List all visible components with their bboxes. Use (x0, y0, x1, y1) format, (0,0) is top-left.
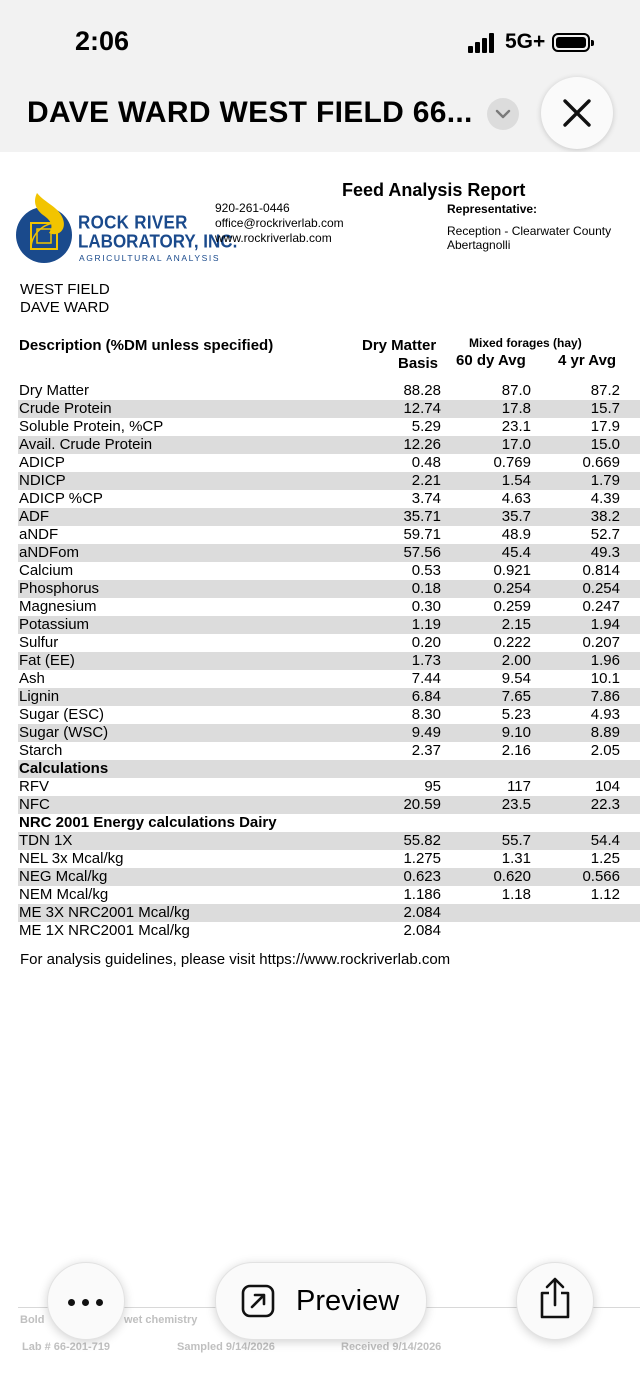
lab-phone: 920-261-0446 (215, 201, 290, 215)
avg-4yr-value: 1.12 (590, 886, 620, 903)
table-row (18, 868, 640, 886)
row-label: Starch (19, 742, 63, 759)
dm-value: 35.71 (403, 508, 441, 525)
avg-60dy-value: 2.16 (501, 742, 531, 759)
status-time: 2:06 (75, 26, 130, 56)
avg-4yr-value: 52.7 (590, 526, 620, 543)
avg-60dy-value: 17.8 (501, 400, 531, 417)
avg-60dy-value: 2.15 (501, 616, 531, 633)
table-row (18, 634, 640, 652)
row-label: Lignin (19, 688, 60, 705)
dm-value: 5.29 (411, 418, 441, 435)
dm-value: 55.82 (403, 832, 441, 849)
sample-location (20, 281, 110, 317)
representative-line2: Abertagnolli (447, 238, 511, 252)
dm-value: 2.084 (403, 904, 441, 921)
avg-4yr-value: 0.814 (582, 562, 620, 579)
row-label: Fat (EE) (19, 652, 75, 669)
avg-4yr-value: 104 (594, 778, 620, 795)
table-row (18, 436, 640, 454)
table-row (18, 724, 640, 742)
lab-website[interactable]: www.rockriverlab.com (215, 231, 332, 245)
avg-4yr-value: 0.247 (582, 598, 620, 615)
avg-60dy-value: 1.18 (501, 886, 531, 903)
avg-4yr-value: 0.254 (582, 580, 620, 597)
dm-value: 0.18 (411, 580, 441, 597)
preview-label: Preview (296, 1285, 400, 1317)
row-label: aNDFom (19, 544, 80, 561)
row-label: ADF (19, 508, 49, 525)
row-label: ADICP (19, 454, 65, 471)
avg-4yr-value: 0.207 (582, 634, 620, 651)
row-label: Dry Matter (19, 382, 90, 399)
dm-value: 88.28 (403, 382, 441, 399)
avg-4yr-value: 1.25 (590, 850, 620, 867)
dm-value: 0.20 (411, 634, 441, 651)
row-label: aNDF (19, 526, 59, 543)
dm-value: 12.26 (403, 436, 441, 453)
share-button[interactable] (516, 1262, 594, 1340)
dm-value: 12.74 (403, 400, 441, 417)
avg-60dy-value: 17.0 (501, 436, 531, 453)
col-header-description: Description (%DM unless specified) (19, 337, 274, 354)
table-row (18, 850, 640, 868)
avg-4yr-value: 49.3 (590, 544, 620, 561)
network-label: 5G+ (505, 30, 546, 53)
row-label: TDN 1X (19, 832, 73, 849)
row-label: Avail. Crude Protein (19, 436, 153, 453)
close-icon (561, 97, 593, 129)
open-external-icon (240, 1283, 276, 1319)
table-row (18, 382, 640, 400)
avg-4yr-value: 2.05 (590, 742, 620, 759)
row-label: ME 1X NRC2001 Mcal/kg (19, 922, 190, 939)
table-row (18, 670, 640, 688)
dm-value: 9.49 (411, 724, 441, 741)
avg-60dy-value: 45.4 (501, 544, 531, 561)
ghost-received: Received 9/14/2026 (341, 1341, 442, 1353)
col-header-group: Mixed forages (hay) (469, 336, 582, 350)
dm-value: 2.37 (411, 742, 441, 759)
row-label: ADICP %CP (19, 490, 103, 507)
dm-value: 2.084 (403, 922, 441, 939)
table-row (18, 904, 640, 922)
table-row (18, 598, 640, 616)
row-label: Sulfur (19, 634, 59, 651)
row-label: Potassium (19, 616, 90, 633)
avg-4yr-value: 22.3 (590, 796, 620, 813)
logo-emblem-icon (15, 193, 75, 268)
avg-4yr-value: 15.7 (590, 400, 620, 417)
title-menu-button[interactable] (487, 98, 519, 130)
table-row (18, 400, 640, 418)
avg-60dy-value: 7.65 (501, 688, 531, 705)
avg-4yr-value: 54.4 (590, 832, 620, 849)
row-label: Magnesium (19, 598, 97, 615)
col-header-dm-line2: Basis (398, 355, 439, 372)
table-row (18, 688, 640, 706)
dm-value: 57.56 (403, 544, 441, 561)
dm-value: 59.71 (403, 526, 441, 543)
dm-value: 6.84 (411, 688, 441, 705)
row-label: Sugar (WSC) (19, 724, 109, 741)
lab-email[interactable]: office@rockriverlab.com (215, 216, 344, 230)
avg-4yr-value: 8.89 (590, 724, 620, 741)
analysis-table (18, 382, 640, 940)
dm-value: 0.30 (411, 598, 441, 615)
preview-button[interactable] (215, 1262, 427, 1340)
row-label: NEM Mcal/kg (19, 886, 109, 903)
table-row (18, 778, 640, 796)
table-row (18, 742, 640, 760)
avg-4yr-value: 4.39 (590, 490, 620, 507)
battery-icon (552, 33, 590, 52)
table-row (18, 508, 640, 526)
col-header-4yr: 4 yr Avg (558, 352, 617, 369)
lab-name-line1: ROCK RIVER (78, 212, 188, 233)
avg-4yr-value: 15.0 (590, 436, 620, 453)
col-header-dm-line1: Dry Matter (362, 337, 437, 354)
dm-value: 3.74 (411, 490, 441, 507)
row-label: NEL 3x Mcal/kg (19, 850, 124, 867)
dm-value: 1.275 (403, 850, 441, 867)
table-row (18, 580, 640, 598)
table-row (18, 562, 640, 580)
dm-value: 0.53 (411, 562, 441, 579)
report-title: Feed Analysis Report (342, 180, 526, 200)
table-row (18, 706, 640, 724)
avg-4yr-value: 10.1 (590, 670, 620, 687)
avg-60dy-value: 2.00 (501, 652, 531, 669)
dm-value: 0.623 (403, 868, 441, 885)
avg-60dy-value: 0.921 (493, 562, 531, 579)
dm-value: 0.48 (411, 454, 441, 471)
dm-value: 2.21 (411, 472, 441, 489)
table-row (18, 526, 640, 544)
avg-4yr-value: 1.94 (590, 616, 620, 633)
avg-60dy-value: 55.7 (501, 832, 531, 849)
row-label: NEG Mcal/kg (19, 868, 108, 885)
table-row (18, 886, 640, 904)
dm-value: 20.59 (403, 796, 441, 813)
row-label: Calculations (19, 760, 109, 777)
avg-60dy-value: 23.5 (501, 796, 531, 813)
row-label: NDICP (19, 472, 66, 489)
dm-value: 7.44 (411, 670, 441, 687)
dm-value: 1.186 (403, 886, 441, 903)
ghost-lab-number: Lab # 66-201-719 (22, 1341, 111, 1353)
avg-60dy-value: 0.259 (493, 598, 531, 615)
row-label: NRC 2001 Energy calculations Dairy (19, 814, 277, 831)
avg-60dy-value: 35.7 (501, 508, 531, 525)
close-button[interactable] (541, 77, 613, 149)
table-section-header (18, 814, 640, 832)
table-row (18, 418, 640, 436)
signal-icon (468, 33, 500, 53)
avg-60dy-value: 117 (507, 778, 531, 795)
table-row (18, 832, 640, 850)
avg-60dy-value: 4.63 (501, 490, 531, 507)
document-title[interactable]: DAVE WARD WEST FIELD 66... (27, 96, 473, 129)
avg-60dy-value: 9.10 (501, 724, 531, 741)
footer-note: For analysis guidelines, please visit https://www.rockriverlab.com (20, 951, 451, 968)
status-bar (0, 0, 640, 80)
representative-label: Representative: (447, 202, 538, 216)
row-label: ME 3X NRC2001 Mcal/kg (19, 904, 190, 921)
avg-4yr-value: 17.9 (590, 418, 620, 435)
avg-4yr-value: 87.2 (590, 382, 620, 399)
share-icon (537, 1277, 573, 1321)
location-line1: WEST FIELD (20, 281, 110, 298)
col-header-60dy: 60 dy Avg (456, 352, 526, 369)
avg-60dy-value: 5.23 (501, 706, 531, 723)
location-line2: DAVE WARD (20, 299, 110, 316)
row-label: Ash (19, 670, 45, 687)
avg-60dy-value: 48.9 (501, 526, 531, 543)
row-label: RFV (19, 778, 49, 795)
row-label: Crude Protein (19, 400, 112, 417)
avg-4yr-value: 1.79 (590, 472, 620, 489)
ghost-sampled: Sampled 9/14/2026 (177, 1341, 275, 1353)
table-row (18, 616, 640, 634)
dm-value: 1.73 (411, 652, 441, 669)
row-label: Soluble Protein, %CP (19, 418, 164, 435)
ghost-wet-text: wet chemistry (124, 1314, 198, 1326)
avg-60dy-value: 1.31 (501, 850, 531, 867)
dm-value: 1.19 (411, 616, 441, 633)
avg-60dy-value: 0.769 (493, 454, 531, 471)
avg-60dy-value: 87.0 (501, 382, 531, 399)
dm-value: 8.30 (411, 706, 441, 723)
avg-60dy-value: 0.620 (493, 868, 531, 885)
row-label: Sugar (ESC) (19, 706, 105, 723)
table-row (18, 490, 640, 508)
representative (447, 224, 611, 252)
lab-name-line2: LABORATORY, INC. (78, 231, 238, 252)
avg-4yr-value: 1.96 (590, 652, 620, 669)
table-row (18, 544, 640, 562)
table-row (18, 454, 640, 472)
table-row (18, 796, 640, 814)
avg-60dy-value: 0.254 (493, 580, 531, 597)
avg-60dy-value: 23.1 (501, 418, 531, 435)
avg-4yr-value: 0.566 (582, 868, 620, 885)
avg-60dy-value: 1.54 (501, 472, 531, 489)
representative-line1: Reception - Clearwater County (447, 224, 612, 238)
table-row (18, 922, 640, 940)
avg-4yr-value: 38.2 (590, 508, 620, 525)
avg-4yr-value: 7.86 (590, 688, 620, 705)
row-label: Calcium (19, 562, 74, 579)
ghost-bold-text: Bold (20, 1314, 45, 1326)
table-row (18, 472, 640, 490)
more-button[interactable] (47, 1262, 125, 1340)
avg-4yr-value: 4.93 (590, 706, 620, 723)
table-row (18, 652, 640, 670)
lab-tagline: AGRICULTURAL ANALYSIS (79, 253, 221, 263)
row-label: Phosphorus (19, 580, 100, 597)
avg-60dy-value: 0.222 (493, 634, 531, 651)
dm-value: 95 (424, 778, 441, 795)
table-section-header (18, 760, 640, 778)
row-label: NFC (19, 796, 50, 813)
avg-4yr-value: 0.669 (582, 454, 620, 471)
avg-60dy-value: 9.54 (501, 670, 531, 687)
lab-contact (215, 201, 344, 246)
chevron-down-icon (495, 107, 511, 121)
